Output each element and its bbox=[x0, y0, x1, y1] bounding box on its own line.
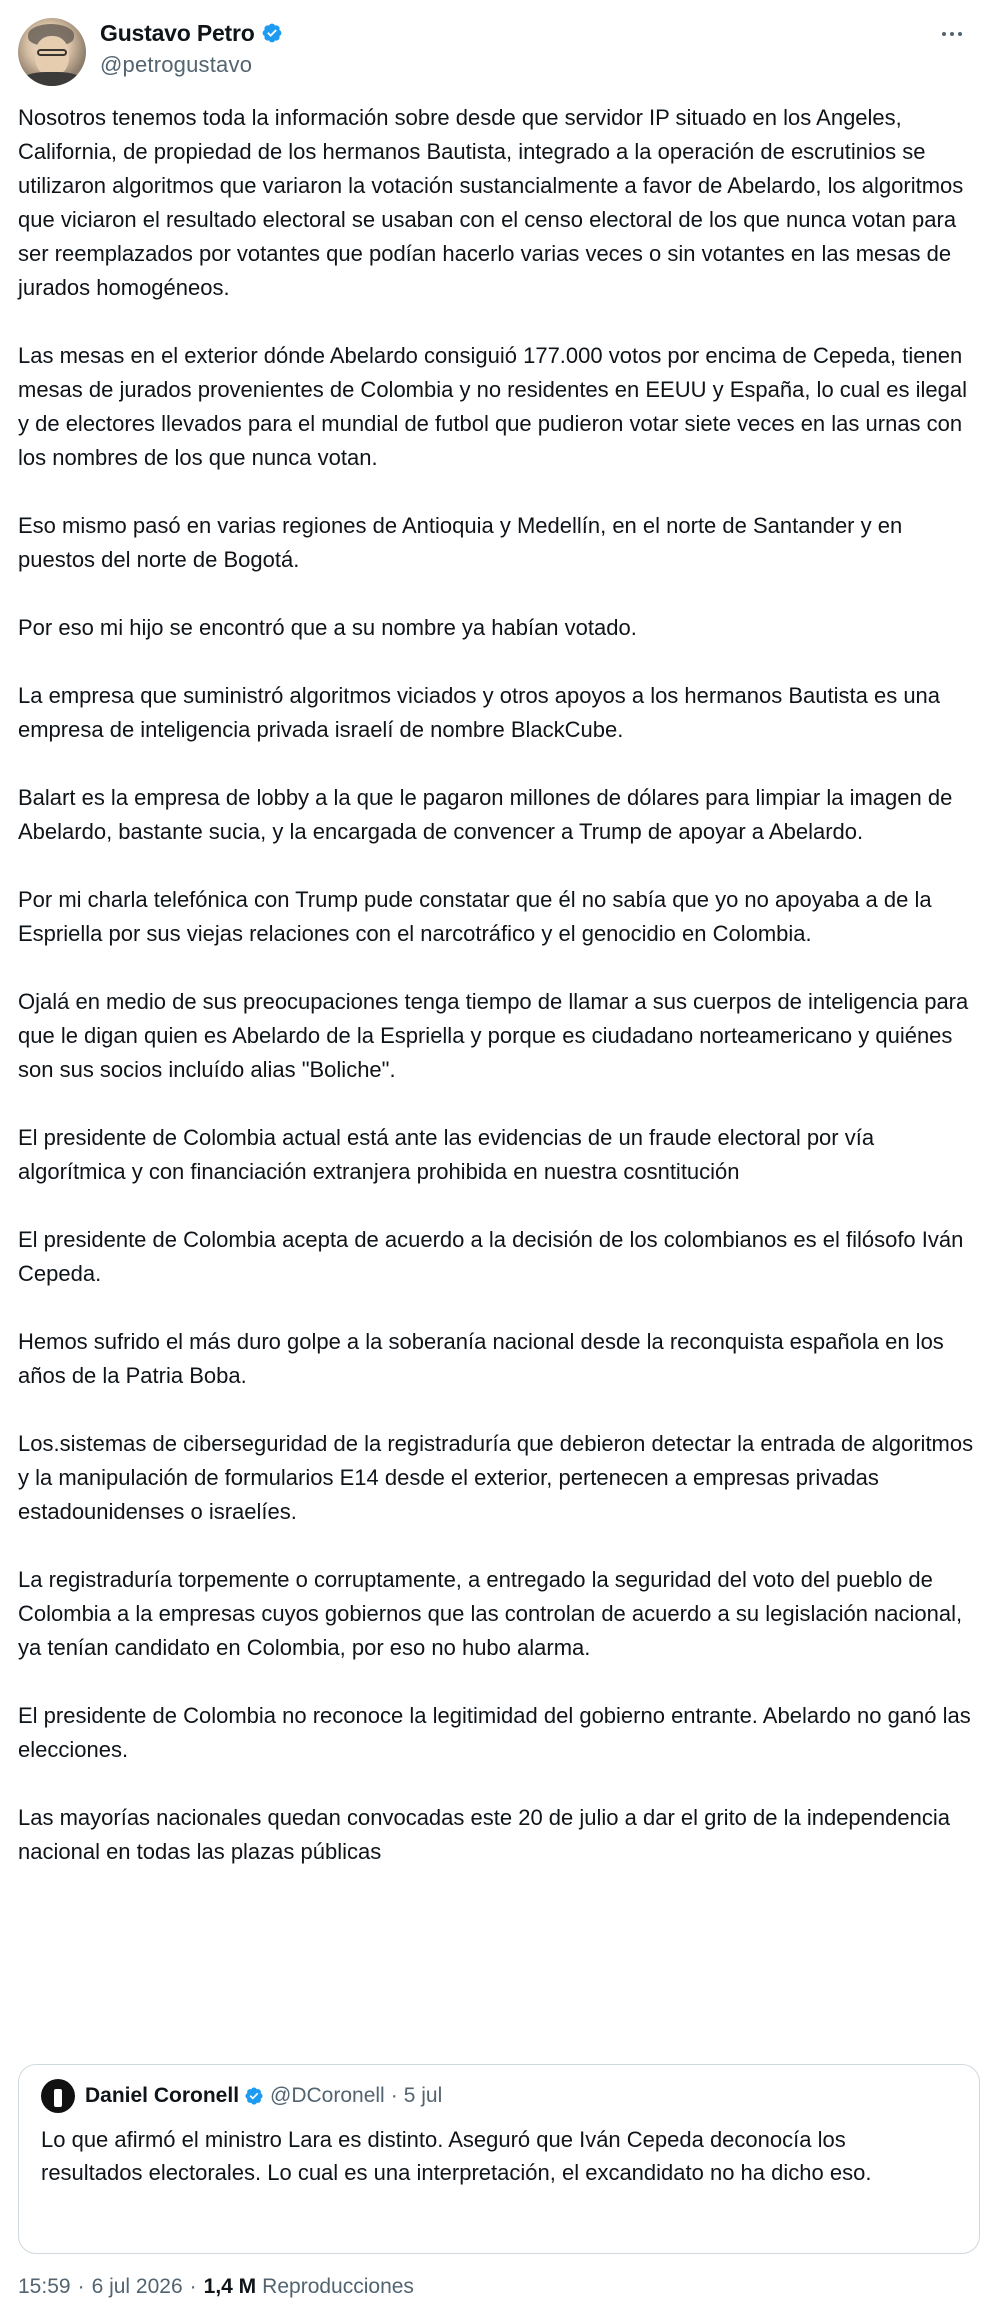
tweet-paragraph: Las mesas en el exterior dónde Abelardo consiguió 177.000 votos por encima de Cepeda, tienen mesas de jurados provenientes de Colombia y no residentes en EEUU y España, lo cual es ilegal y de electores llevados para el mundial de futbol que pudieron votar siete veces en las urnas con los nombres de los que nunca votan. bbox=[18, 343, 967, 470]
tweet-paragraph: Las mayorías nacionales quedan convocadas este 20 de julio a dar el grito de la independencia nacional en todas las plazas públicas bbox=[18, 1805, 950, 1864]
author-handle[interactable]: @petrogustavo bbox=[100, 52, 253, 77]
tweet-paragraph: El presidente de Colombia no reconoce la legitimidad del gobierno entrante. Abelardo no ganó las elecciones. bbox=[18, 1703, 971, 1762]
tweet-paragraph: Por eso mi hijo se encontró que a su nombre ya habían votado. bbox=[18, 615, 637, 640]
quoted-tweet-header bbox=[41, 2079, 957, 2113]
author-avatar[interactable] bbox=[18, 18, 86, 86]
tweet-paragraph: Por mi charla telefónica con Trump pude constatar que él no sabía que yo no apoyaba a de la Espriella por sus viejas relaciones con el narcotráfico y el genocidio en Colombia. bbox=[18, 887, 932, 946]
tweet-paragraph: El presidente de Colombia actual está ante las evidencias de un fraude electoral por vía algorítmica y con financiación extranjera prohibida en nuestra cosntitución bbox=[18, 1125, 875, 1184]
views-label: Reproducciones bbox=[262, 2275, 414, 2298]
tweet-paragraph: Ojalá en medio de sus preocupaciones tenga tiempo de llamar a sus cuerpos de inteligencia para que le digan quien es Abelardo de la Espriella y porque es ciudadano norteamericano y quiénes son sus socios incluído alias "Boliche". bbox=[18, 989, 969, 1082]
tweet-paragraph: Nosotros tenemos toda la información sobre desde que servidor IP situado en los Angeles, California, de propiedad de los hermanos Bautista, integrado a la operación de escrutinios se utilizaron algoritmos que variaron la votación sustancialmente a favor de Abelardo, los algoritmos que viciaron el resultado electoral se usaban con el censo electoral de los que nunca votan para ser reemplazados por votantes que podían hacerlo varias veces o sin votantes en las mesas de jurados homogéneos. bbox=[18, 105, 964, 300]
tweet-paragraph: Balart es la empresa de lobby a la que le pagaron millones de dólares para limpiar la imagen de Abelardo, bastante sucia, y la encargada de convencer a Trump de apoyar a Abelardo. bbox=[18, 785, 953, 844]
tweet-date[interactable]: 6 jul 2026 bbox=[91, 2275, 183, 2298]
author-names bbox=[100, 18, 283, 78]
quoted-author-avatar[interactable] bbox=[41, 2079, 75, 2113]
more-horizontal-icon[interactable] bbox=[934, 22, 970, 46]
tweet-paragraph: Los.sistemas de ciberseguridad de la registraduría que debieron detectar la entrada de algoritmos y la manipulación de formularios E14 desde el exterior, pertenecen a empresas privadas estadounidenses o israelíes. bbox=[18, 1431, 974, 1524]
quoted-tweet[interactable] bbox=[18, 2064, 980, 2254]
tweet-header bbox=[18, 16, 974, 86]
tweet-paragraph: La registraduría torpemente o corruptamente, a entregado la seguridad del voto del pueblo de Colombia a la empresas cuyos gobiernos que las controlan de acuerdo a su legislación nacional, ya tenían candidato en Colombia, por eso no hubo alarma. bbox=[18, 1567, 963, 1660]
tweet-paragraph: El presidente de Colombia acepta de acuerdo a la decisión de los colombianos es el filósofo Iván Cepeda. bbox=[18, 1227, 964, 1286]
author-display-name[interactable]: Gustavo Petro bbox=[100, 19, 255, 46]
quoted-separator: · bbox=[390, 2084, 398, 2107]
quoted-date[interactable]: 5 jul bbox=[403, 2084, 443, 2107]
tweet-text bbox=[18, 101, 978, 1869]
tweet-meta bbox=[18, 2275, 414, 2299]
views-count: 1,4 M bbox=[203, 2275, 257, 2298]
meta-separator: · bbox=[77, 2275, 85, 2298]
meta-separator: · bbox=[189, 2275, 197, 2298]
tweet-paragraph: Eso mismo pasó en varias regiones de Antioquia y Medellín, en el norte de Santander y en puestos del norte de Bogotá. bbox=[18, 513, 903, 572]
tweet-paragraph: La empresa que suministró algoritmos viciados y otros apoyos a los hermanos Bautista es una empresa de inteligencia privada israelí de nombre BlackCube. bbox=[18, 683, 941, 742]
quoted-author-name[interactable]: Daniel Coronell bbox=[85, 2084, 240, 2107]
verified-badge-icon[interactable] bbox=[261, 22, 283, 44]
verified-badge-icon bbox=[244, 2086, 264, 2106]
tweet-paragraph: Hemos sufrido el más duro golpe a la soberanía nacional desde la reconquista española en los años de la Patria Boba. bbox=[18, 1329, 944, 1388]
quoted-author-handle: @DCoronell bbox=[270, 2084, 385, 2107]
tweet-time[interactable]: 15:59 bbox=[18, 2275, 71, 2298]
quoted-tweet-text: Lo que afirmó el ministro Lara es distinto. Aseguró que Iván Cepeda deconocía los resultados electorales. Lo cual es una interpretación, el excandidato no ha dicho eso. bbox=[41, 2127, 872, 2185]
